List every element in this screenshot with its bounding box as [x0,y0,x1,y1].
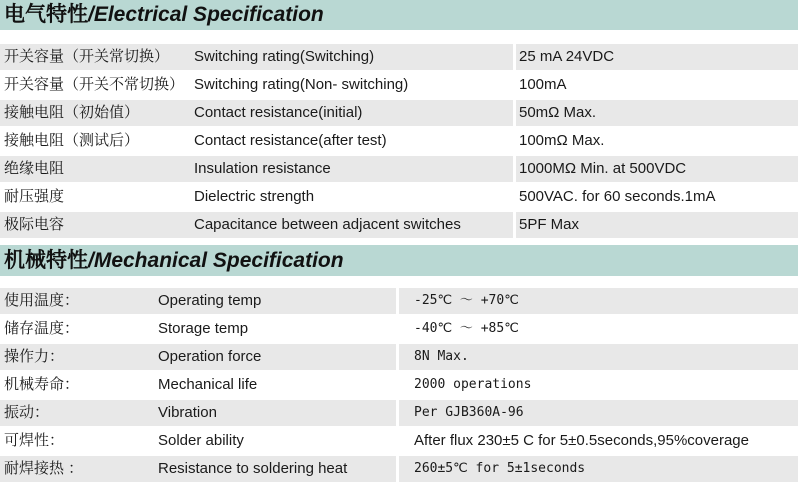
param-cn: 接触电阻（测试后） [4,132,140,149]
table-row [0,288,798,314]
param-value: After flux 230±5 C for 5±0.5seconds,95%coverage [414,432,749,449]
param-cn: 接触电阻（初始值） [4,104,140,121]
param-value: 100mA [519,76,567,93]
param-en: Capacitance between adjacent switches [194,216,461,233]
param-value: 260±5℃ for 5±1seconds [414,461,586,476]
param-cn: 可焊性： [4,432,65,449]
mechanical-section-header [0,245,798,276]
table-row [0,128,798,154]
param-en: Solder ability [158,432,244,449]
param-value: 100mΩ Max. [519,132,605,149]
param-cn: 极际电容 [4,216,65,233]
electrical-section-header [0,0,798,30]
param-value: -25℃ ～ +70℃ [414,293,519,308]
param-value: 25 mA 24VDC [519,48,615,65]
param-cn: 耐压强度 [4,188,65,205]
param-cn: 开关容量（开关常切换） [4,48,170,65]
param-cn: 储存温度： [4,320,80,337]
table-row [0,156,798,182]
table-row [0,372,798,398]
electrical-title-cn: 电气特性 [4,3,88,26]
param-en: Storage temp [158,320,249,337]
param-en: Switching rating(Switching) [194,48,375,65]
table-row [0,100,798,126]
table-row [0,400,798,426]
column-divider [513,38,516,240]
mechanical-title-cn: 机械特性 [4,249,88,272]
electrical-title-en: /Electrical Specification [88,3,324,26]
param-value: 2000 operations [414,377,532,392]
table-row [0,184,798,210]
param-cn: 绝缘电阻 [4,160,65,177]
param-value: -40℃ ～ +85℃ [414,321,519,336]
param-en: Switching rating(Non- switching) [194,76,409,93]
param-value: 8N Max. [414,349,469,364]
table-row [0,456,798,482]
param-en: Mechanical life [158,376,258,393]
param-value: 5PF Max [519,216,580,233]
electrical-section-title [4,2,324,28]
mechanical-section-title [4,248,344,274]
param-en: Resistance to soldering heat [158,460,348,477]
param-en: Contact resistance(after test) [194,132,387,149]
table-row [0,344,798,370]
param-en: Operation force [158,348,262,365]
mechanical-title-en: /Mechanical Specification [88,249,344,272]
param-cn: 操作力： [4,348,65,365]
param-en: Dielectric strength [194,188,315,205]
param-cn: 使用温度： [4,292,80,309]
param-cn: 机械寿命： [4,376,80,393]
param-en: Contact resistance(initial) [194,104,363,121]
param-value: 1000MΩ Min. at 500VDC [519,160,687,177]
param-cn: 耐焊接热 ： [4,460,84,477]
param-value: 500VAC. for 60 seconds.1mA [519,188,716,205]
param-value: Per GJB360A-96 [414,405,524,420]
param-en: Insulation resistance [194,160,331,177]
param-cn: 振动： [4,404,50,421]
table-row [0,44,798,70]
param-cn: 开关容量（开关不常切换） [4,76,185,93]
table-row [0,212,798,238]
param-value: 50mΩ Max. [519,104,597,121]
param-en: Vibration [158,404,217,421]
param-en: Operating temp [158,292,262,309]
table-row [0,72,798,98]
column-divider [396,282,399,486]
table-row [0,428,798,454]
table-row [0,316,798,342]
